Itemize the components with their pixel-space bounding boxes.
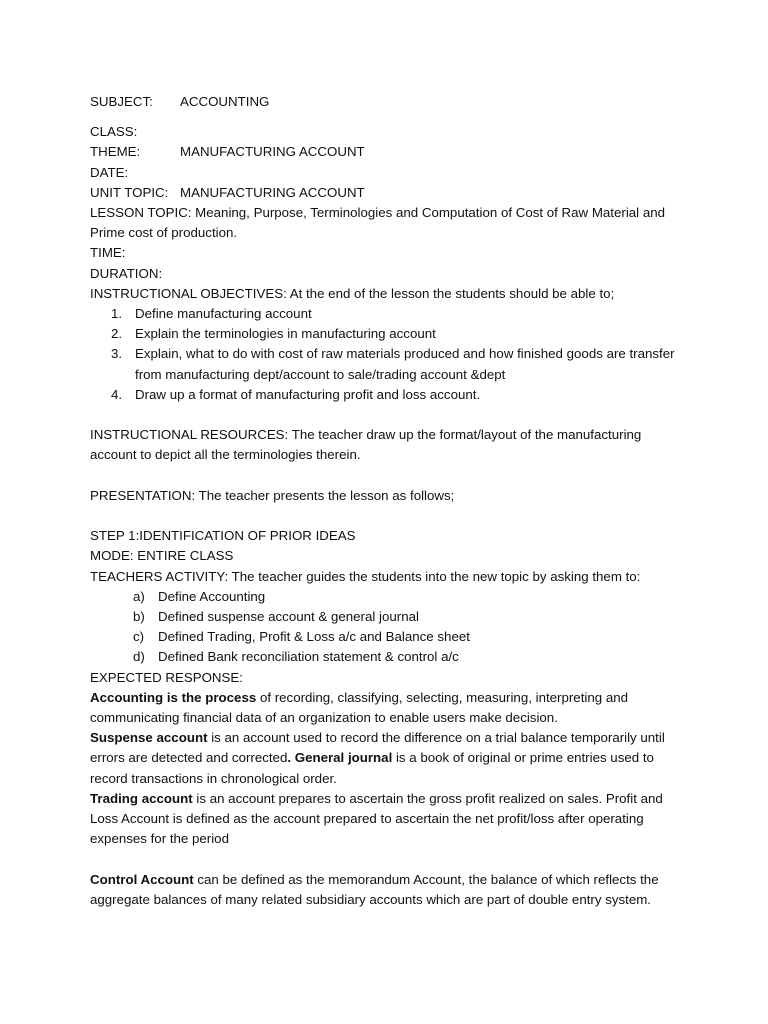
list-item — [90, 344, 690, 384]
term-general-journal: . General journal — [287, 750, 393, 766]
subject-row — [90, 92, 690, 112]
unit-topic-row — [90, 183, 690, 203]
duration-label: DURATION: — [90, 265, 163, 281]
definition-suspense: is an account used to record the difference on a trial balance temporarily until errors are detected and corrected — [90, 730, 665, 766]
list-text: Defined suspense account & general journal — [158, 609, 419, 625]
list-item — [90, 324, 690, 344]
subject-value: ACCOUNTING — [180, 94, 270, 109]
definition-accounting: of recording, classifying, selecting, measuring, interpreting and communicating financial data of an organization to enable users make decision. — [90, 689, 629, 726]
list-text: Explain, what to do with cost of raw materials produced and how finished goods are transfer from manufacturing dept/account to sale/trading account &dept — [135, 346, 675, 382]
list-item — [90, 647, 690, 667]
lesson-plan — [90, 92, 690, 910]
list-number: 2. — [111, 326, 123, 342]
response-accounting — [90, 688, 690, 728]
list-text: Explain the terminologies in manufacturing account — [135, 326, 436, 342]
list-number: 3. — [111, 346, 123, 362]
teachers-activity: TEACHERS ACTIVITY: The teacher guides the students into the new topic by asking them to: — [90, 568, 641, 584]
response-trading — [90, 789, 690, 850]
list-label: d) — [133, 649, 145, 665]
response-control — [90, 870, 690, 910]
objectives-list — [90, 304, 690, 405]
expected-response-heading: EXPECTED RESPONSE: — [90, 669, 243, 685]
objectives-intro: INSTRUCTIONAL OBJECTIVES: At the end of the lesson the students should be able to; — [90, 285, 615, 301]
presentation: PRESENTATION: The teacher presents the lesson as follows; — [90, 487, 455, 503]
list-text: Define Accounting — [158, 588, 266, 604]
definition-trading: is an account prepares to ascertain the gross profit realized on sales. Profit and Loss Account is defined as the account prepared to ascertain the net profit/loss after operating expenses for the period — [90, 790, 663, 847]
activity-list — [90, 587, 690, 668]
term-trading: Trading account — [90, 790, 193, 806]
list-item — [90, 385, 690, 405]
theme-row — [90, 142, 690, 162]
list-item — [90, 607, 690, 627]
class-label: CLASS: — [90, 124, 138, 140]
response-suspense — [90, 728, 690, 789]
list-text: Draw up a format of manufacturing profit and loss account. — [135, 386, 481, 402]
term-control: Control Account — [90, 871, 194, 887]
subject-label: SUBJECT: — [90, 94, 153, 109]
list-item — [90, 587, 690, 607]
list-number: 4. — [111, 386, 123, 402]
term-suspense: Suspense account — [90, 730, 208, 746]
definition-general-journal: is a book of original or prime entries used to record transactions in chronological order. — [90, 750, 654, 786]
step-title: STEP 1:IDENTIFICATION OF PRIOR IDEAS — [90, 528, 356, 544]
list-item — [90, 304, 690, 324]
list-text: Define manufacturing account — [135, 306, 312, 322]
list-label: b) — [133, 609, 145, 625]
time-label: TIME: — [90, 245, 126, 261]
list-label: a) — [133, 588, 145, 604]
date-label: DATE: — [90, 164, 129, 180]
unit-topic-value: MANUFACTURING ACCOUNT — [180, 184, 365, 200]
list-text: Defined Bank reconciliation statement & control a/c — [158, 649, 459, 665]
list-number: 1. — [111, 306, 123, 322]
term-accounting: Accounting is the process — [90, 689, 257, 705]
list-item — [90, 627, 690, 647]
list-text: Defined Trading, Profit & Loss a/c and Balance sheet — [158, 629, 470, 645]
instructional-resources: INSTRUCTIONAL RESOURCES: The teacher draw up the format/layout of the manufacturing account to depict all the terminologies therein. — [90, 427, 642, 463]
theme-label: THEME: — [90, 144, 141, 160]
list-label: c) — [133, 629, 145, 645]
lesson-topic: LESSON TOPIC: Meaning, Purpose, Terminologies and Computation of Cost of Raw Material and Prime cost of production. — [90, 205, 666, 241]
definition-control: can be defined as the memorandum Account, the balance of which reflects the aggregate balances of many related subsidiary accounts which are part of double entry system. — [90, 871, 659, 907]
theme-value: MANUFACTURING ACCOUNT — [180, 144, 365, 160]
unit-topic-label: UNIT TOPIC: — [90, 184, 169, 200]
mode-label: MODE: ENTIRE CLASS — [90, 548, 234, 564]
